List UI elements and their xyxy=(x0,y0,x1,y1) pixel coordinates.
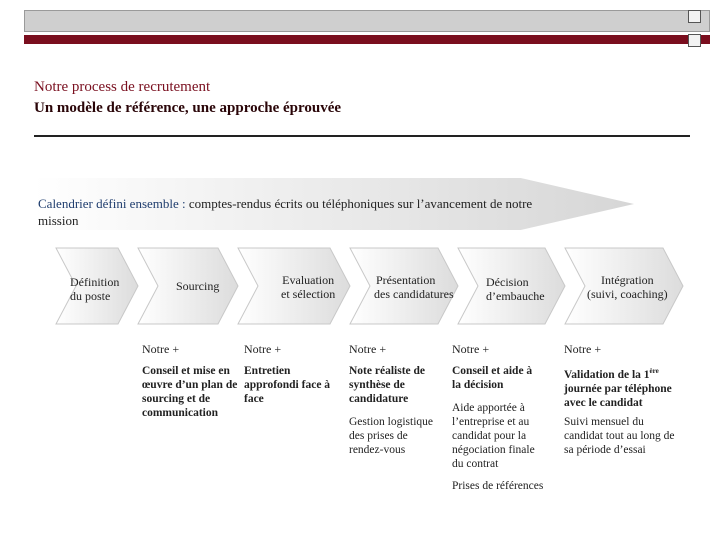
decision-detail: Conseil et aide à la décision xyxy=(452,365,533,391)
plus-label: Notre + xyxy=(564,342,602,356)
banner-text-continued: mission xyxy=(38,213,79,228)
plus-label: Notre + xyxy=(142,342,180,356)
step-presentation-label: Présentation des candidatures xyxy=(374,273,454,301)
presentation-logistics: Gestion logistique des prises de rendez-vous xyxy=(349,416,434,456)
plus-label: Notre + xyxy=(244,342,282,356)
integration-followup: Suivi mensuel du candidat tout au long de sa période d’essai xyxy=(564,416,675,456)
presentation-detail: Note réaliste de synthèse de candidature xyxy=(349,365,425,405)
plus-label: Notre + xyxy=(452,342,490,356)
banner-text: comptes-rendus écrits ou téléphoniques sur l’avancement de notre xyxy=(185,196,533,211)
step-decision-label: Décision d’embauche xyxy=(486,275,545,303)
step-integration-label: Intégration (suivi, coaching) xyxy=(587,273,668,301)
step-sourcing-label: Sourcing xyxy=(176,279,220,293)
integration-detail: Validation de la 1ère journée par téléphone avec le candidat xyxy=(564,367,672,409)
page-title: Notre process de recrutement xyxy=(34,79,211,95)
decision-references: Prises de références xyxy=(452,480,544,492)
sourcing-detail: Conseil et mise en œuvre d’un plan de sourcing et de communication xyxy=(142,365,238,419)
step-evaluation-label: Evaluation et sélection xyxy=(281,273,336,301)
page-subtitle: Un modèle de référence, une approche éprouvée xyxy=(34,100,342,116)
decision-support: Aide apportée à l’entreprise et au candidat pour la négociation finale du contrat xyxy=(452,402,535,470)
banner-lead: Calendrier défini ensemble : xyxy=(38,196,186,211)
plus-label: Notre + xyxy=(349,342,387,356)
step-definition-label: Définition du poste xyxy=(70,275,120,303)
evaluation-detail: Entretien approfondi face à face xyxy=(244,365,331,405)
